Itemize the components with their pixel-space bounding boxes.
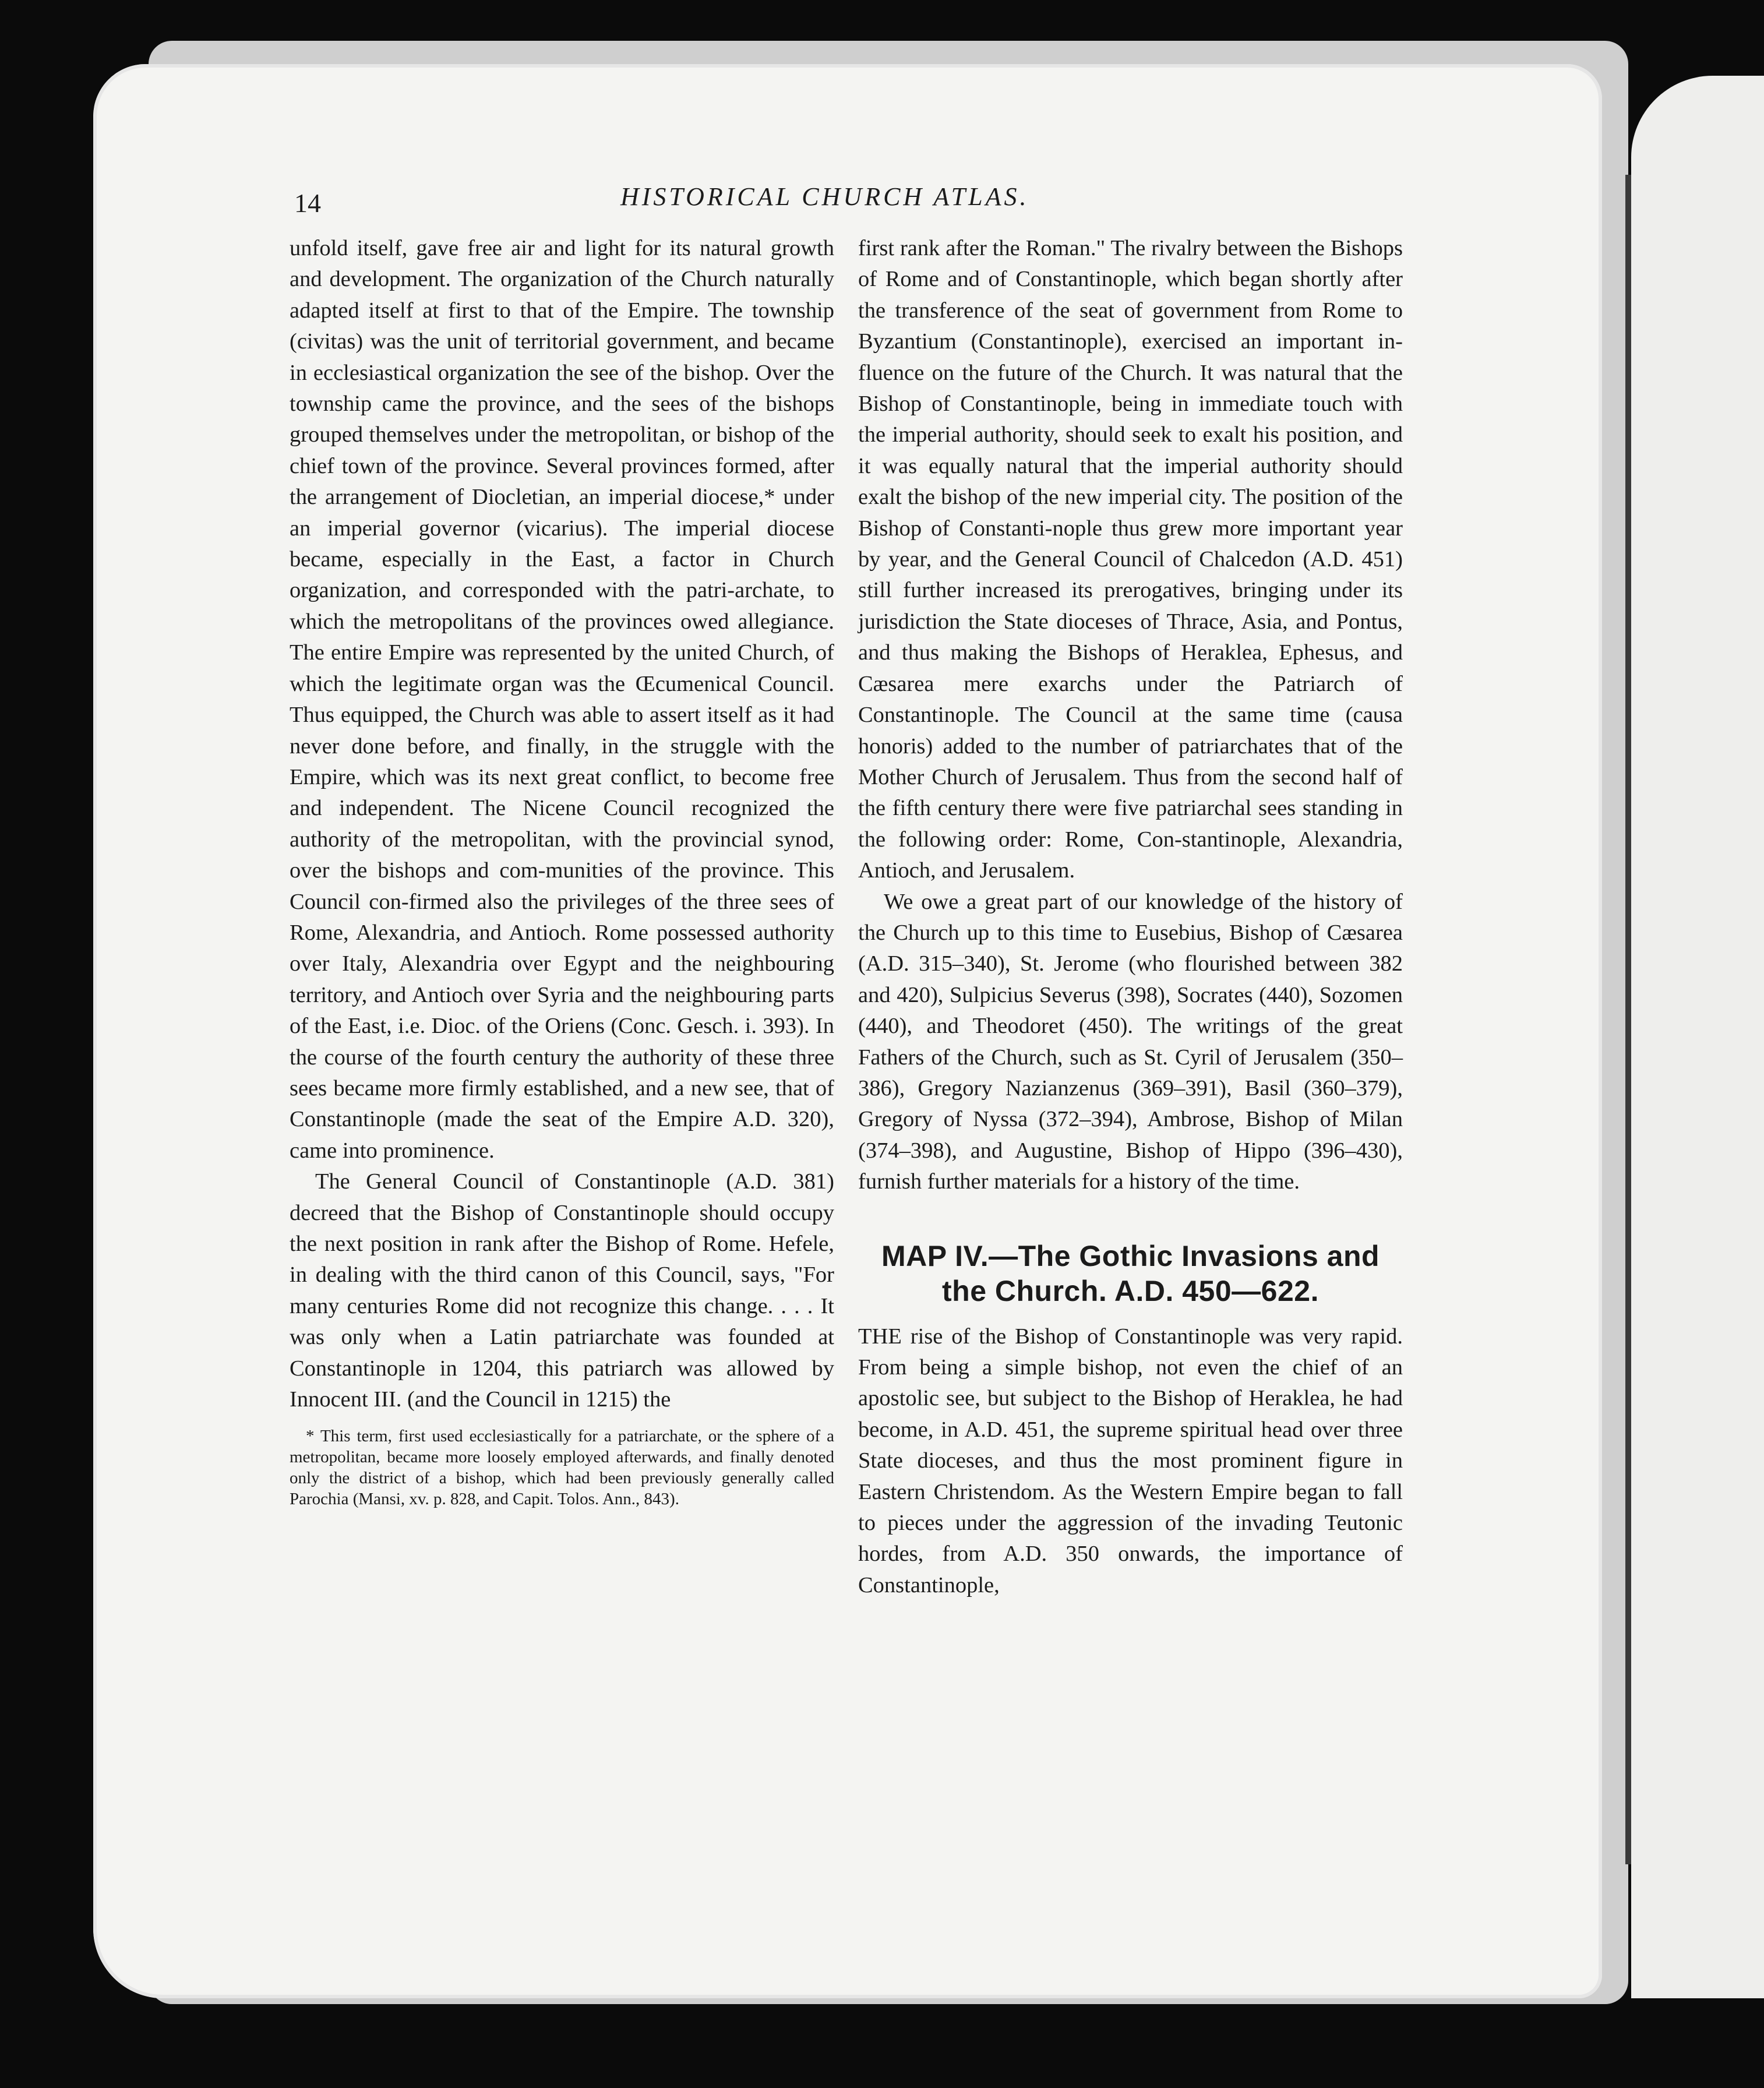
facing-page xyxy=(1631,76,1764,1998)
page-number: 14 xyxy=(294,188,321,218)
section-heading-line-2: the Church. A.D. 450—622. xyxy=(942,1274,1319,1307)
right-paragraph-1: first rank after the Roman." The rivalry between the Bishops of Rome and of Constantinople, which began shortly after the transference of the seat of government from Rome to Byzantium (Constantinople), exercised an important in-fluence on the future of the Church. It was natural that the Bishop of Constantinople, being in immediate touch with the imperial authority, should seek to exalt his position, and it was equally natural that the imperial authority should exalt the bishop of the new imperial city. The position of the Bishop of Constanti-nople thus grew more important year by year, and the General Council of Chalcedon (A.D. 451) still further increased its prerogatives, bringing under its jurisdiction the State dioceses of Thrace, Asia, and Pontus, and thus making the Bishops of Heraklea, Ephesus, and Cæsarea mere exarchs under the Patriarch of Constantinople. The Council at the same time (causa honoris) added to the number of patriarchates that of the Mother Church of Jerusalem. Thus from the second half of the fifth century there were five patriarchal sees standing in the following order: Rome, Con-stantinople, Alexandria, Antioch, and Jerusalem. xyxy=(858,236,1403,883)
left-column xyxy=(290,233,834,1509)
footnote xyxy=(290,1426,834,1509)
left-paragraph-2: The General Council of Constantinople (A.D. 381) decreed that the Bishop of Constantinople should occupy the next position in rank after the Bishop of Rome. Hefele, in dealing with the third canon of this Council, says, "For many centuries Rome did not recognize this change. . . . It was only when a Latin patriarchate was founded at Constantinople in 1204, this patriarch was allowed by Innocent III. (and the Council in 1215) the xyxy=(290,1169,834,1412)
section-heading-line-1: MAP IV.—The Gothic Invasions and xyxy=(881,1239,1380,1272)
right-paragraph-3: THE rise of the Bishop of Constantinople was very rapid. From being a simple bishop, not even the chief of an apostolic see, but subject to the Bishop of Heraklea, he had become, in A.D. 451, the supreme spiritual head over three State dioceses, and thus the most prominent figure in Eastern Christendom. As the Western Empire began to fall to pieces under the aggression of the invading Teutonic hordes, from A.D. 350 onwards, the importance of Constantinople, xyxy=(858,1324,1403,1597)
right-column xyxy=(858,233,1403,1601)
footnote-text: * This term, first used ecclesiastically for a patriarchate, or the sphere of a metropolitan, became more loosely employed afterwards, and finally denoted only the district of a bishop, which had been previously generally called Parochia (Mansi, xv. p. 828, and Capit. Tolos. Ann., 843). xyxy=(290,1427,834,1509)
running-title: HISTORICAL CHURCH ATLAS. xyxy=(620,182,1029,211)
section-heading xyxy=(858,1239,1403,1308)
right-paragraph-2: We owe a great part of our knowledge of the history of the Church up to this time to Eusebius, Bishop of Cæsarea (A.D. 315–340), St. Jerome (who flourished between 382 and 420), Sulpicius Severus (398), Socrates (440), Sozomen (440), and Theodoret (450). The writings of the great Fathers of the Church, such as St. Cyril of Jerusalem (350–386), Gregory Nazianzenus (369–391), Basil (360–379), Gregory of Nyssa (372–394), Ambrose, Bishop of Milan (374–398), and Augustine, Bishop of Hippo (396–430), furnish further materials for a history of the time. xyxy=(858,889,1403,1194)
left-paragraph-1: unfold itself, gave free air and light for its natural growth and development. The organization of the Church naturally adapted itself at first to that of the Empire. The township (civitas) was the unit of territorial government, and became in ecclesiastical organization the see of the bishop. Over the township came the province, and the sees of the bishops grouped themselves under the metropolitan, or bishop of the chief town of the province. Several provinces formed, after the arrangement of Diocletian, an imperial diocese,* under an imperial governor (vicarius). The imperial diocese became, especially in the East, a factor in Church organization, and corresponded with the patri-archate, to which the metropolitans of the provinces owed allegiance. The entire Empire was represented by the united Church, of which the legitimate organ was the Œcumenical Council. Thus equipped, the Church was able to assert itself as it had never done before, and finally, in the struggle with the Empire, which was its next great conflict, to become free and independent. The Nicene Council recognized the authority of the metropolitan, with the provincial synod, over the bishops and com-munities of the province. This Council con-firmed also the privileges of the three sees of Rome, Alexandria, and Antioch. Rome possessed authority over Italy, Alexandria over Egypt and the neighbouring territory, and Antioch over Syria and the neighbouring parts of the East, i.e. Dioc. of the Oriens (Conc. Gesch. i. 393). In the course of the fourth century the authority of these three sees became more firmly established, and a new see, that of Constantinople (made the seat of the Empire A.D. 320), came into prominence. xyxy=(290,236,834,1163)
